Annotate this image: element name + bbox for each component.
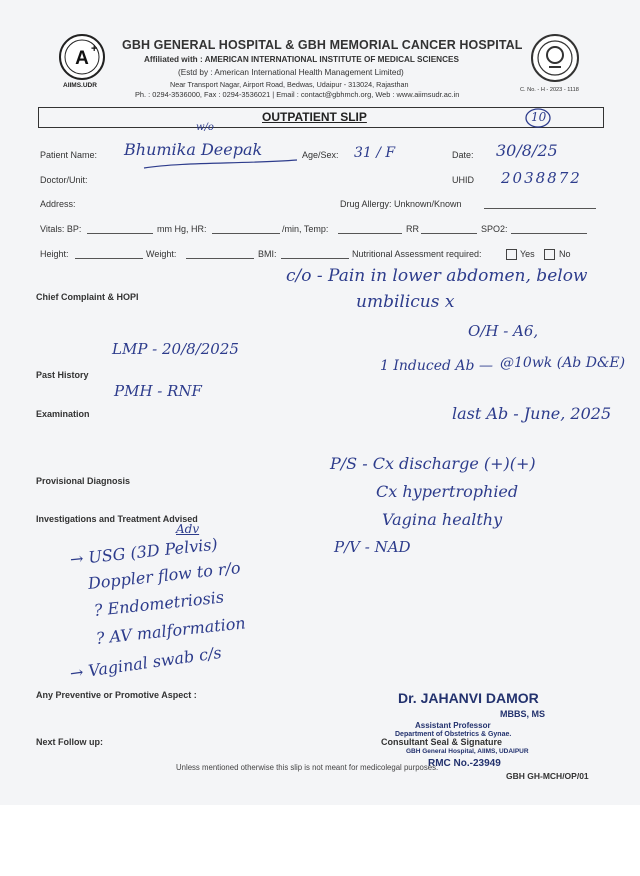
ps-line2: Cx hypertrophied <box>376 482 519 501</box>
height-line <box>75 258 143 259</box>
pmh-note: PMH - RNF <box>114 382 202 400</box>
pv-note: P/V - NAD <box>334 538 411 556</box>
uhid-value: 2038872 <box>501 169 582 187</box>
nabh-logo-icon <box>530 33 580 83</box>
svg-text:A: A <box>75 48 89 69</box>
aiims-logo-icon <box>58 33 106 81</box>
investigation-5: → Vaginal swab c/s <box>68 642 223 683</box>
bmi-line <box>281 258 349 259</box>
weight-label: Weight: <box>146 249 177 259</box>
age-sex-value: 31 / F <box>354 145 396 161</box>
investigation-3: ? Endometriosis <box>93 587 225 620</box>
aiims-logo-caption: AIIMS.UDR <box>63 82 97 89</box>
established-line: (Estd by : American International Health Management Limited) <box>178 68 404 77</box>
patient-name-underline-ink <box>142 158 302 172</box>
spo2-line <box>511 233 587 234</box>
slip-title: OUTPATIENT SLIP <box>262 110 367 124</box>
patient-name-label: Patient Name: <box>40 150 98 160</box>
ab-weeks: @10wk (Ab D&E) <box>500 355 626 371</box>
hospital-address: Near Transport Nagar, Airport Road, Bedwas, Udaipur - 313024, Rajasthan <box>170 80 409 89</box>
investigations-label: Investigations and Treatment Advised <box>36 514 198 524</box>
stamp-department: Department of Obstetrics & Gynae. <box>395 731 512 738</box>
form-code: GBH GH-MCH/OP/01 <box>506 771 589 781</box>
nutrition-no-checkbox[interactable] <box>544 249 555 260</box>
slip-number: 10 <box>531 110 547 124</box>
hospital-contact: Ph. : 0294-3536000, Fax : 0294-3536021 | Email : contact@gbhmch.org, Web : www.aiimsudr.ac.in <box>135 90 460 99</box>
preventive-aspect-label: Any Preventive or Promotive Aspect : <box>36 690 197 700</box>
nutrition-yes-label: Yes <box>520 249 535 259</box>
date-label: Date: <box>452 150 474 160</box>
examination-label: Examination <box>36 409 90 419</box>
ps-line3: Vagina healthy <box>382 510 503 529</box>
investigation-2: Doppler flow to r/o <box>87 558 242 593</box>
medicolegal-disclaimer: Unless mentioned otherwise this slip is not meant for medicolegal purposes. <box>176 763 439 772</box>
nutrition-no-label: No <box>559 249 571 259</box>
stamp-rmc-number: RMC No.-23949 <box>428 758 501 769</box>
past-history-label: Past History <box>36 370 89 380</box>
weight-line <box>186 258 254 259</box>
bmi-label: BMI: <box>258 249 277 259</box>
stamp-doctor-name: Dr. JAHANVI DAMOR <box>398 690 539 706</box>
lmp-note: LMP - 20/8/2025 <box>112 340 239 358</box>
nabh-certificate-number: C. No. - H - 2023 - 1118 <box>520 87 579 93</box>
height-label: Height: <box>40 249 69 259</box>
nutrition-yes-checkbox[interactable] <box>506 249 517 260</box>
stamp-designation: Assistant Professor <box>415 721 491 730</box>
temp-line <box>338 233 402 234</box>
advised-note: Adv <box>176 522 200 536</box>
mmhg-hr-label: mm Hg, HR: <box>157 224 207 234</box>
drug-allergy-label: Drug Allergy: Unknown/Known <box>340 199 462 209</box>
hospital-name: GBH GENERAL HOSPITAL & GBH MEMORIAL CANCER HOSPITAL <box>122 38 523 52</box>
uhid-label: UHID <box>452 175 474 185</box>
nutritional-assessment-label: Nutritional Assessment required: <box>352 249 482 259</box>
ps-line1: P/S - Cx discharge (+)(+) <box>330 454 536 473</box>
obstetric-history: O/H - A6, <box>468 322 539 340</box>
age-sex-label: Age/Sex: <box>302 150 339 160</box>
chief-complaint-label: Chief Complaint & HOPI <box>36 292 139 302</box>
rr-line <box>421 233 477 234</box>
date-value: 30/8/25 <box>496 141 558 160</box>
bp-line <box>87 233 153 234</box>
chief-complaint-line2: umbilicus x <box>356 292 455 312</box>
svg-text:+: + <box>91 43 98 55</box>
provisional-diagnosis-label: Provisional Diagnosis <box>36 476 131 486</box>
background-below-slip <box>0 805 640 876</box>
investigation-1: → USG (3D Pelvis) <box>69 534 219 569</box>
address-label: Address: <box>40 199 76 209</box>
drug-allergy-line <box>484 208 596 209</box>
investigation-4: ? AV malformation <box>95 613 247 648</box>
vitals-bp-label: Vitals: BP: <box>40 224 82 234</box>
spo2-label: SPO2: <box>481 224 508 234</box>
induced-ab: 1 Induced Ab — <box>380 358 493 374</box>
stamp-degree: MBBS, MS <box>500 709 545 719</box>
temp-label: /min, Temp: <box>282 224 329 234</box>
last-ab: last Ab - June, 2025 <box>452 404 612 423</box>
affiliation-line: Affiliated with : AMERICAN INTERNATIONAL INSTITUTE OF MEDICAL SCIENCES <box>144 55 459 64</box>
next-follow-up-label: Next Follow up: <box>36 737 103 747</box>
stamp-hospital: GBH General Hospital, AIIMS, UDAIPUR <box>406 748 529 755</box>
chief-complaint-line1: c/o - Pain in lower abdomen, below <box>286 266 588 286</box>
patient-name-value: Bhumika Deepak <box>124 140 263 159</box>
patient-name-prefix: w/o <box>196 122 214 133</box>
consultant-seal-label: Consultant Seal & Signature <box>381 737 503 747</box>
doctor-unit-label: Doctor/Unit: <box>40 175 88 185</box>
rr-label: RR <box>406 224 419 234</box>
hr-line <box>212 233 280 234</box>
